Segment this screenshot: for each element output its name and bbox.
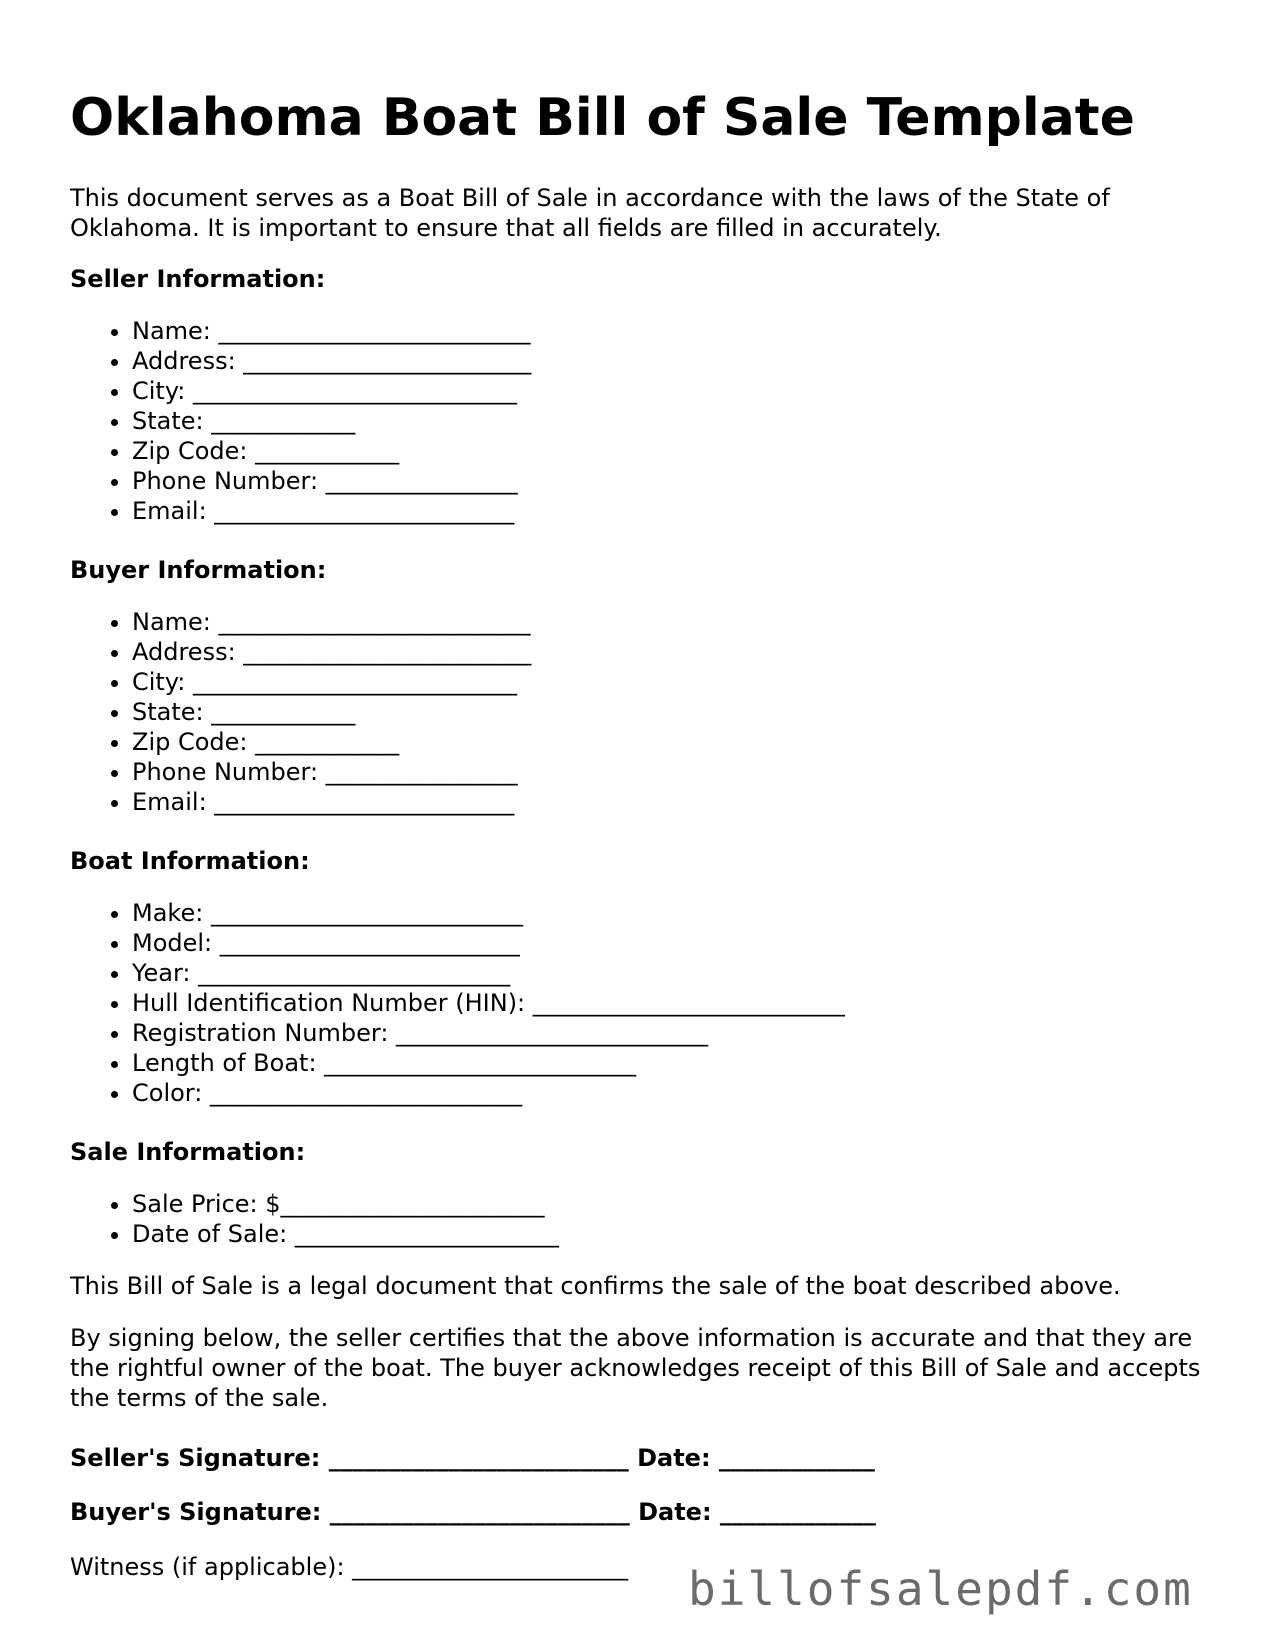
sale-date-field: • Date of Sale: ______________________	[132, 1219, 559, 1249]
seller-city-field: • City: ___________________________	[132, 376, 531, 406]
seller-signature-line: Seller's Signature: _________________________ Date: _____________	[70, 1444, 875, 1472]
seller-fields	[70, 316, 531, 526]
buyer-signature-line: Buyer's Signature: _________________________ Date: _____________	[70, 1498, 876, 1526]
legal-statement: This Bill of Sale is a legal document that confirms the sale of the boat described above.	[70, 1272, 1121, 1300]
seller-state-field: • State: ____________	[132, 406, 531, 436]
boat-length-field: • Length of Boat: __________________________	[132, 1048, 845, 1078]
page-title: Oklahoma Boat Bill of Sale Template	[70, 88, 1135, 148]
certification-paragraph: By signing below, the seller certifies that the above information is accurate and that they are the rightful owner of the boat. The buyer acknowledges receipt of this Bill of Sale and accepts the terms of the sale.	[70, 1324, 1201, 1412]
buyer-zip-field: • Zip Code: ____________	[132, 727, 531, 757]
boat-year-field: • Year: __________________________	[132, 958, 845, 988]
sale-heading: Sale Information:	[70, 1138, 306, 1166]
boat-heading: Boat Information:	[70, 847, 310, 875]
witness-line: Witness (if applicable): _______________________	[70, 1553, 629, 1581]
boat-model-field: • Model: _________________________	[132, 928, 845, 958]
boat-hin-field: • Hull Identification Number (HIN): __________________________	[132, 988, 845, 1018]
boat-make-field: • Make: __________________________	[132, 898, 845, 928]
boat-fields	[70, 898, 845, 1108]
buyer-fields	[70, 607, 531, 817]
buyer-city-field: • City: ___________________________	[132, 667, 531, 697]
seller-name-field: • Name: __________________________	[132, 316, 531, 346]
boat-color-field: • Color: __________________________	[132, 1078, 845, 1108]
seller-email-field: • Email: _________________________	[132, 496, 531, 526]
buyer-state-field: • State: ____________	[132, 697, 531, 727]
boat-registration-field: • Registration Number: __________________________	[132, 1018, 845, 1048]
sale-fields	[70, 1189, 559, 1249]
sale-price-field: • Sale Price: $______________________	[132, 1189, 559, 1219]
buyer-email-field: • Email: _________________________	[132, 787, 531, 817]
seller-phone-field: • Phone Number: ________________	[132, 466, 531, 496]
buyer-heading: Buyer Information:	[70, 556, 327, 584]
intro-paragraph: This document serves as a Boat Bill of Sale in accordance with the laws of the State of Oklahoma. It is important to ensure that all fields are filled in accurately.	[70, 184, 1110, 242]
seller-zip-field: • Zip Code: ____________	[132, 436, 531, 466]
buyer-name-field: • Name: __________________________	[132, 607, 531, 637]
seller-address-field: • Address: ________________________	[132, 346, 531, 376]
watermark-logo: billofsalepdf.com	[688, 1562, 1193, 1616]
buyer-address-field: • Address: ________________________	[132, 637, 531, 667]
buyer-phone-field: • Phone Number: ________________	[132, 757, 531, 787]
seller-heading: Seller Information:	[70, 265, 326, 293]
